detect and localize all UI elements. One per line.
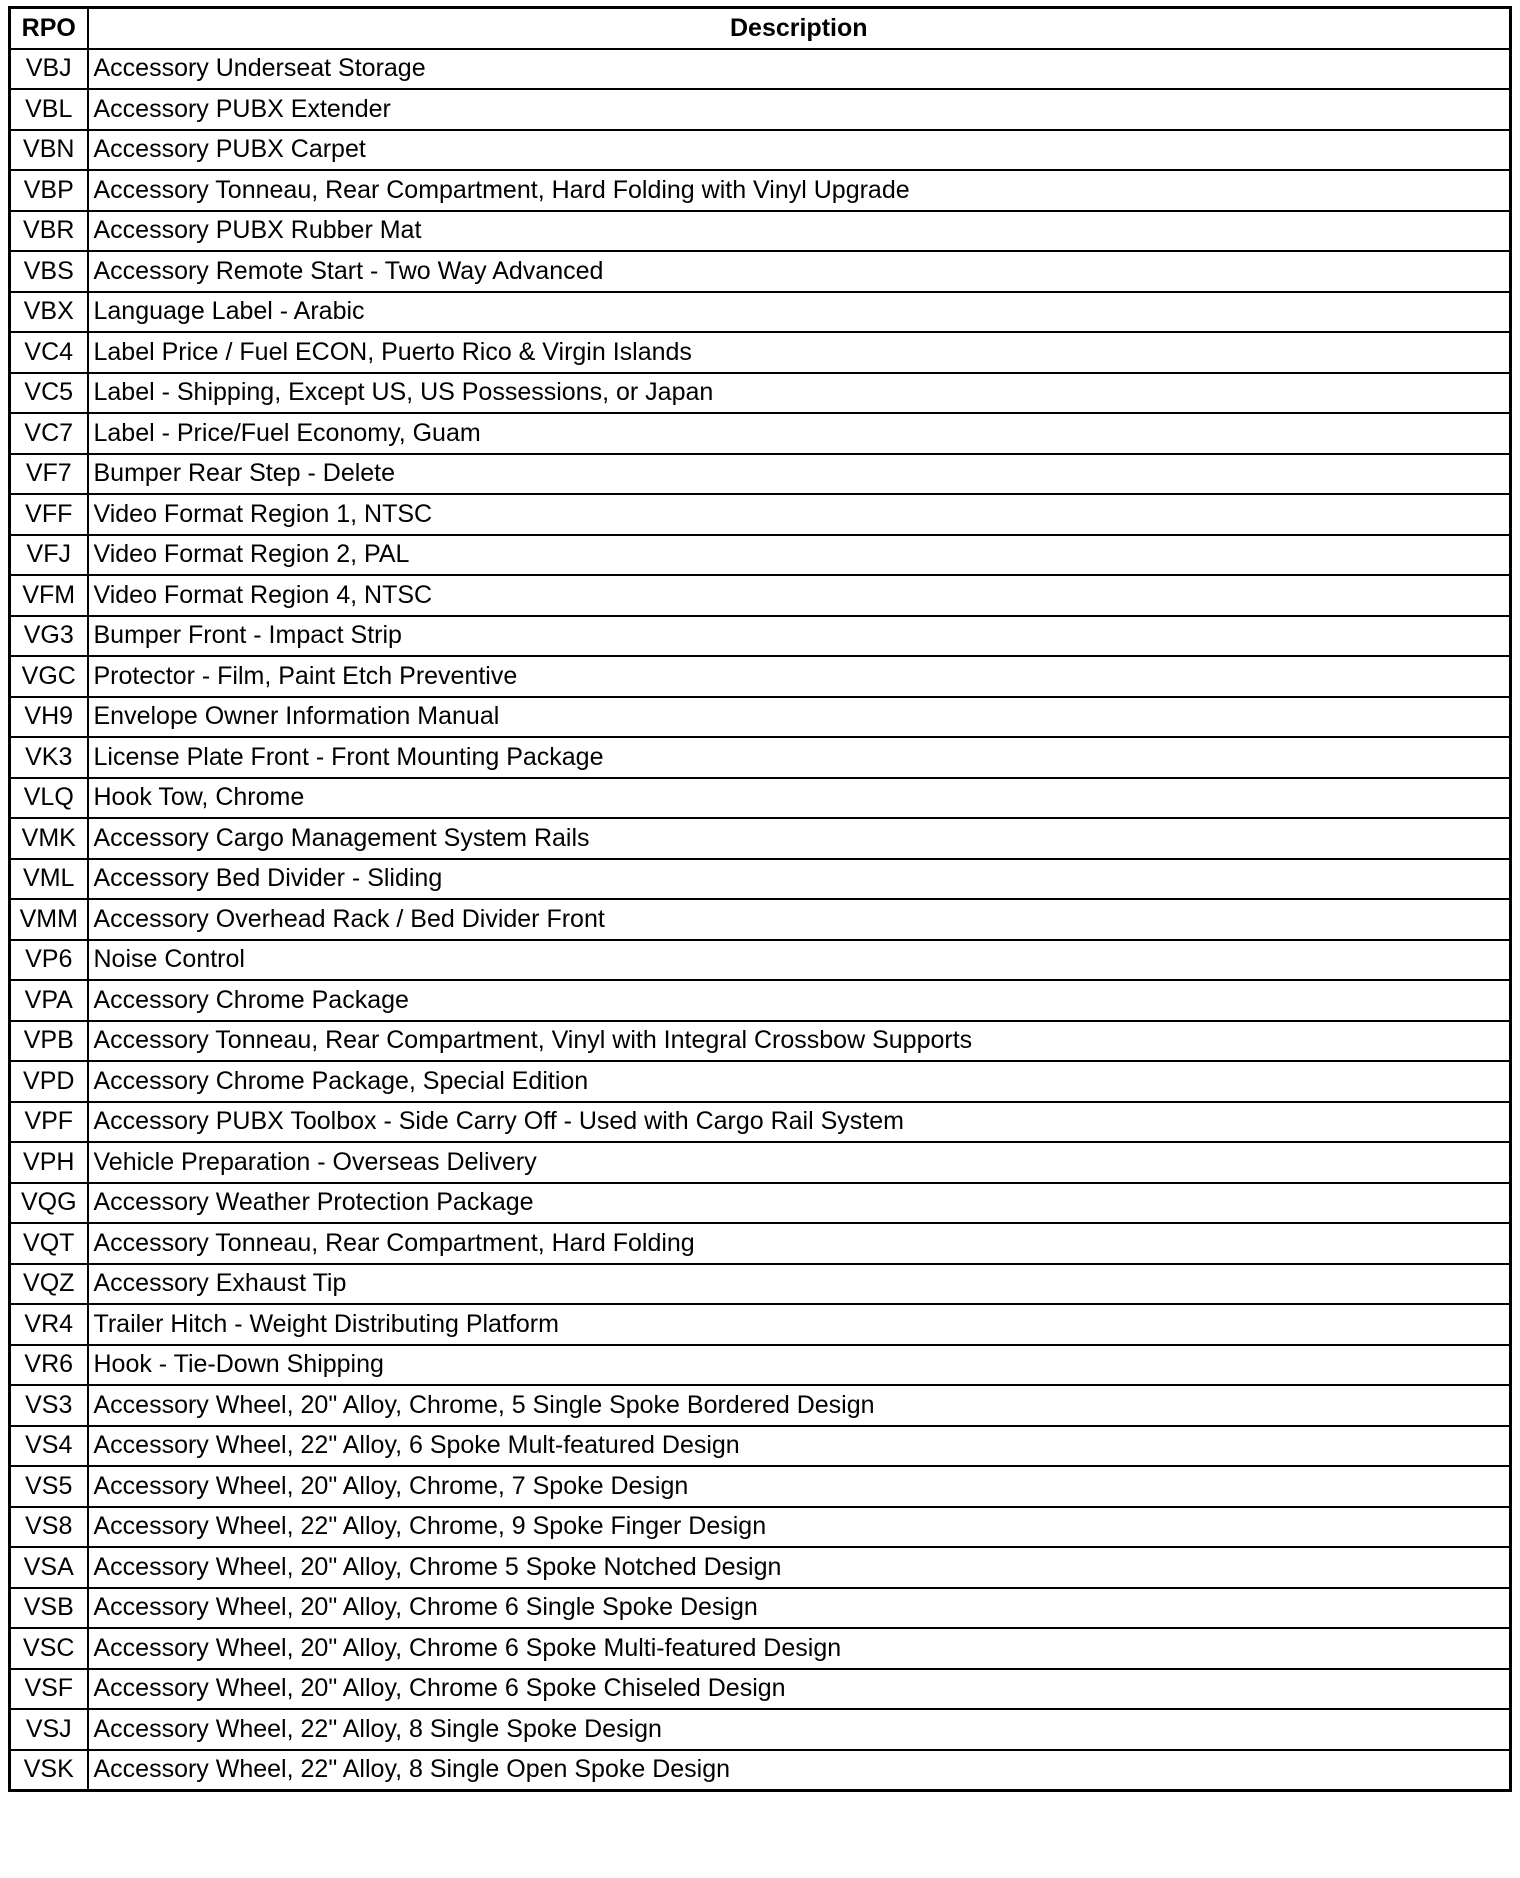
rpo-description: Accessory Exhaust Tip — [88, 1264, 1511, 1305]
rpo-code: VC5 — [10, 373, 88, 414]
table-row — [10, 1264, 1511, 1305]
rpo-description: Label - Price/Fuel Economy, Guam — [88, 413, 1511, 454]
rpo-code: VPA — [10, 980, 88, 1021]
table-row — [10, 1588, 1511, 1629]
rpo-description: Hook Tow, Chrome — [88, 778, 1511, 819]
rpo-code: VC7 — [10, 413, 88, 454]
rpo-code: VK3 — [10, 737, 88, 778]
rpo-description: Accessory Chrome Package, Special Edition — [88, 1061, 1511, 1102]
rpo-code: VSF — [10, 1669, 88, 1710]
rpo-description: Accessory PUBX Toolbox - Side Carry Off - Used with Cargo Rail System — [88, 1102, 1511, 1143]
table-row — [10, 1507, 1511, 1548]
rpo-description: Label - Shipping, Except US, US Possessions, or Japan — [88, 373, 1511, 414]
rpo-description: Accessory Wheel, 22" Alloy, 8 Single Open Spoke Design — [88, 1750, 1511, 1791]
table-row — [10, 1547, 1511, 1588]
rpo-description: Accessory Tonneau, Rear Compartment, Hard Folding with Vinyl Upgrade — [88, 170, 1511, 211]
rpo-description: Language Label - Arabic — [88, 292, 1511, 333]
table-row — [10, 737, 1511, 778]
table-header — [10, 8, 1511, 49]
rpo-description: Video Format Region 1, NTSC — [88, 494, 1511, 535]
rpo-code: VQZ — [10, 1264, 88, 1305]
rpo-code: VFF — [10, 494, 88, 535]
table-row — [10, 292, 1511, 333]
table-row — [10, 1709, 1511, 1750]
rpo-code: VP6 — [10, 940, 88, 981]
rpo-description: Accessory Wheel, 20" Alloy, Chrome, 7 Spoke Design — [88, 1466, 1511, 1507]
rpo-description: Accessory Wheel, 20" Alloy, Chrome 6 Spoke Multi-featured Design — [88, 1628, 1511, 1669]
rpo-description: Accessory Wheel, 22" Alloy, Chrome, 9 Spoke Finger Design — [88, 1507, 1511, 1548]
table-row — [10, 1426, 1511, 1467]
rpo-code: VLQ — [10, 778, 88, 819]
rpo-code: VBS — [10, 251, 88, 292]
rpo-description: Protector - Film, Paint Etch Preventive — [88, 656, 1511, 697]
rpo-code: VC4 — [10, 332, 88, 373]
rpo-code: VPD — [10, 1061, 88, 1102]
rpo-description: Accessory Tonneau, Rear Compartment, Vinyl with Integral Crossbow Supports — [88, 1021, 1511, 1062]
rpo-description: Accessory PUBX Carpet — [88, 130, 1511, 171]
rpo-description: Vehicle Preparation - Overseas Delivery — [88, 1142, 1511, 1183]
rpo-description: Trailer Hitch - Weight Distributing Platform — [88, 1304, 1511, 1345]
table-row — [10, 1385, 1511, 1426]
table-row — [10, 1628, 1511, 1669]
table-row — [10, 494, 1511, 535]
rpo-description: Accessory Tonneau, Rear Compartment, Hard Folding — [88, 1223, 1511, 1264]
rpo-table — [8, 6, 1512, 1792]
rpo-code: VMK — [10, 818, 88, 859]
table-row — [10, 1304, 1511, 1345]
rpo-code: VS4 — [10, 1426, 88, 1467]
rpo-description: Hook - Tie-Down Shipping — [88, 1345, 1511, 1386]
table-row — [10, 373, 1511, 414]
table-row — [10, 89, 1511, 130]
header-row — [10, 8, 1511, 49]
table-row — [10, 980, 1511, 1021]
rpo-code: VPF — [10, 1102, 88, 1143]
table-row — [10, 778, 1511, 819]
table-row — [10, 1466, 1511, 1507]
rpo-code: VMM — [10, 899, 88, 940]
rpo-code: VF7 — [10, 454, 88, 495]
table-row — [10, 656, 1511, 697]
rpo-code: VH9 — [10, 697, 88, 738]
table-row — [10, 1021, 1511, 1062]
table-row — [10, 1061, 1511, 1102]
rpo-code: VG3 — [10, 616, 88, 657]
rpo-description: Accessory Wheel, 22" Alloy, 6 Spoke Mult-featured Design — [88, 1426, 1511, 1467]
rpo-code: VS3 — [10, 1385, 88, 1426]
table-row — [10, 413, 1511, 454]
rpo-description: Noise Control — [88, 940, 1511, 981]
rpo-code: VGC — [10, 656, 88, 697]
rpo-description: Bumper Rear Step - Delete — [88, 454, 1511, 495]
rpo-description: Video Format Region 2, PAL — [88, 535, 1511, 576]
rpo-code: VBN — [10, 130, 88, 171]
rpo-code: VS5 — [10, 1466, 88, 1507]
rpo-description: Accessory Chrome Package — [88, 980, 1511, 1021]
rpo-description: Accessory PUBX Rubber Mat — [88, 211, 1511, 252]
rpo-description: Accessory PUBX Extender — [88, 89, 1511, 130]
rpo-description: Accessory Wheel, 20" Alloy, Chrome 6 Single Spoke Design — [88, 1588, 1511, 1629]
rpo-description: Accessory Weather Protection Package — [88, 1183, 1511, 1224]
rpo-code: VSK — [10, 1750, 88, 1791]
header-rpo: RPO — [10, 8, 88, 49]
rpo-description: Accessory Bed Divider - Sliding — [88, 859, 1511, 900]
rpo-code: VBP — [10, 170, 88, 211]
table-row — [10, 1142, 1511, 1183]
table-body — [10, 49, 1511, 1791]
rpo-code: VPB — [10, 1021, 88, 1062]
table-row — [10, 1223, 1511, 1264]
table-row — [10, 616, 1511, 657]
table-row — [10, 697, 1511, 738]
rpo-description: Accessory Underseat Storage — [88, 49, 1511, 90]
rpo-description: Bumper Front - Impact Strip — [88, 616, 1511, 657]
rpo-description: Accessory Wheel, 22" Alloy, 8 Single Spoke Design — [88, 1709, 1511, 1750]
rpo-description: Accessory Wheel, 20" Alloy, Chrome, 5 Single Spoke Bordered Design — [88, 1385, 1511, 1426]
rpo-code: VSA — [10, 1547, 88, 1588]
rpo-code: VR6 — [10, 1345, 88, 1386]
table-row — [10, 1750, 1511, 1791]
rpo-code: VS8 — [10, 1507, 88, 1548]
table-row — [10, 535, 1511, 576]
rpo-description: Accessory Remote Start - Two Way Advanced — [88, 251, 1511, 292]
rpo-code: VSB — [10, 1588, 88, 1629]
header-description: Description — [88, 8, 1511, 49]
rpo-code: VSJ — [10, 1709, 88, 1750]
rpo-code: VML — [10, 859, 88, 900]
rpo-description: Accessory Cargo Management System Rails — [88, 818, 1511, 859]
rpo-description: Label Price / Fuel ECON, Puerto Rico & Virgin Islands — [88, 332, 1511, 373]
table-row — [10, 859, 1511, 900]
table-row — [10, 818, 1511, 859]
rpo-code: VBL — [10, 89, 88, 130]
table-row — [10, 170, 1511, 211]
table-row — [10, 332, 1511, 373]
rpo-code: VBX — [10, 292, 88, 333]
rpo-description: Accessory Wheel, 20" Alloy, Chrome 5 Spoke Notched Design — [88, 1547, 1511, 1588]
table-row — [10, 454, 1511, 495]
rpo-code: VBR — [10, 211, 88, 252]
rpo-code: VPH — [10, 1142, 88, 1183]
rpo-code: VQG — [10, 1183, 88, 1224]
rpo-code: VFJ — [10, 535, 88, 576]
rpo-description: Accessory Wheel, 20" Alloy, Chrome 6 Spoke Chiseled Design — [88, 1669, 1511, 1710]
rpo-code: VQT — [10, 1223, 88, 1264]
table-row — [10, 1345, 1511, 1386]
table-row — [10, 940, 1511, 981]
table-row — [10, 899, 1511, 940]
rpo-description: Envelope Owner Information Manual — [88, 697, 1511, 738]
table-row — [10, 211, 1511, 252]
table-row — [10, 575, 1511, 616]
rpo-description: Video Format Region 4, NTSC — [88, 575, 1511, 616]
table-row — [10, 1102, 1511, 1143]
table-row — [10, 49, 1511, 90]
rpo-code: VSC — [10, 1628, 88, 1669]
table-row — [10, 1669, 1511, 1710]
rpo-description: Accessory Overhead Rack / Bed Divider Front — [88, 899, 1511, 940]
rpo-code: VFM — [10, 575, 88, 616]
rpo-code: VR4 — [10, 1304, 88, 1345]
rpo-description: License Plate Front - Front Mounting Package — [88, 737, 1511, 778]
rpo-code: VBJ — [10, 49, 88, 90]
table-row — [10, 251, 1511, 292]
table-row — [10, 130, 1511, 171]
table-row — [10, 1183, 1511, 1224]
